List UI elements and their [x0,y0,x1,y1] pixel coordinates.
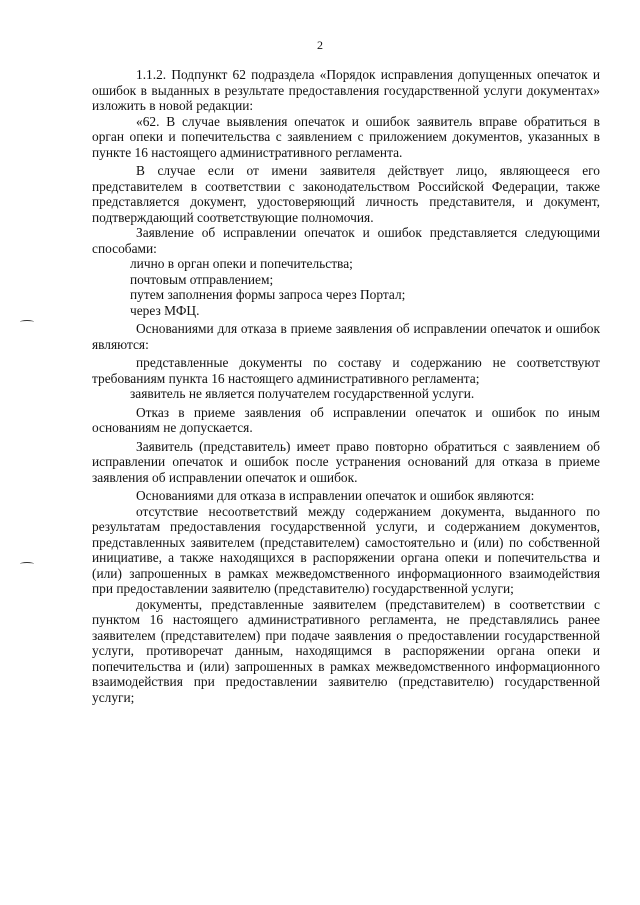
list-item: представленные документы по составу и содержанию не соответствуют требованиям пункта 16 настоящего административного регламента; [92,355,600,386]
list-item: заявитель не является получателем государственной услуги. [130,386,475,401]
paragraph: 1.1.2. Подпункт 62 подраздела «Порядок исправления допущенных опечаток и ошибок в выданных в результате предоставления государственной услуги документах» изложить в новой редакции: [92,67,600,113]
list-item: через МФЦ. [130,302,200,318]
paragraph: Заявление об исправлении опечаток и ошибок представляется следующими способами: [92,225,600,256]
page-number: 2 [317,38,323,52]
margin-mark [20,562,34,566]
paragraph: Заявитель (представитель) имеет право повторно обратиться с заявлением об исправлении опечаток и ошибок после устранения оснований для отказа в приеме заявления об исправлении опечаток и ошибок. [92,438,600,485]
list-item: лично в орган опеки и попечительства; [130,256,353,271]
paragraph: Отказ в приеме заявления об исправлении опечаток и ошибок по иным основаниям не допускается. [92,404,600,435]
paragraph: Основаниями для отказа в исправлении опечаток и ошибок являются: [136,488,535,503]
list-item: путем заполнения формы запроса через Портал; [130,287,406,302]
list-item: документы, представленные заявителем (представителем) в соответствии с пунктом 16 настоящего административного регламента, не представлялись ранее заявителем (представителем) при подаче заявления о предоставлении государственной услуги, противоречат данным, находящимся в распоряжении органа опеки и попечительства и (или) запрошенных в рамках межведомственного информационного взаимодействия при предоставлении заявителю (представителю) государственной услуги; [92,596,600,705]
list-item: почтовым отправлением; [130,271,274,287]
document-body [92,67,600,705]
paragraph: В случае если от имени заявителя действует лицо, являющееся его представителем в соответствии с законодательством Российской Федерации, также представляется документ, удостоверяющий личность представителя, и документ, подтверждающий соответствующие полномочия. [92,163,600,225]
paragraph: Основаниями для отказа в приеме заявления об исправлении опечаток и ошибок являются: [92,321,600,352]
margin-mark [20,320,34,324]
paragraph: «62. В случае выявления опечаток и ошибок заявитель вправе обратиться в орган опеки и попечительства с заявлением с приложением документов, указанных в пункте 16 настоящего административного регламента. [92,113,600,160]
list-item: отсутствие несоответствий между содержанием документа, выданного по результатам предоставления государственной услуги, и содержанием документов, представленных заявителем (представителем) самостоятельно и (или) по собственной инициативе, а также находящихся в распоряжении органа опеки и попечительства и (или) запрошенных в рамках межведомственного информационного взаимодействия при предоставлении заявителю (представителю) государственной услуги; [92,503,600,596]
